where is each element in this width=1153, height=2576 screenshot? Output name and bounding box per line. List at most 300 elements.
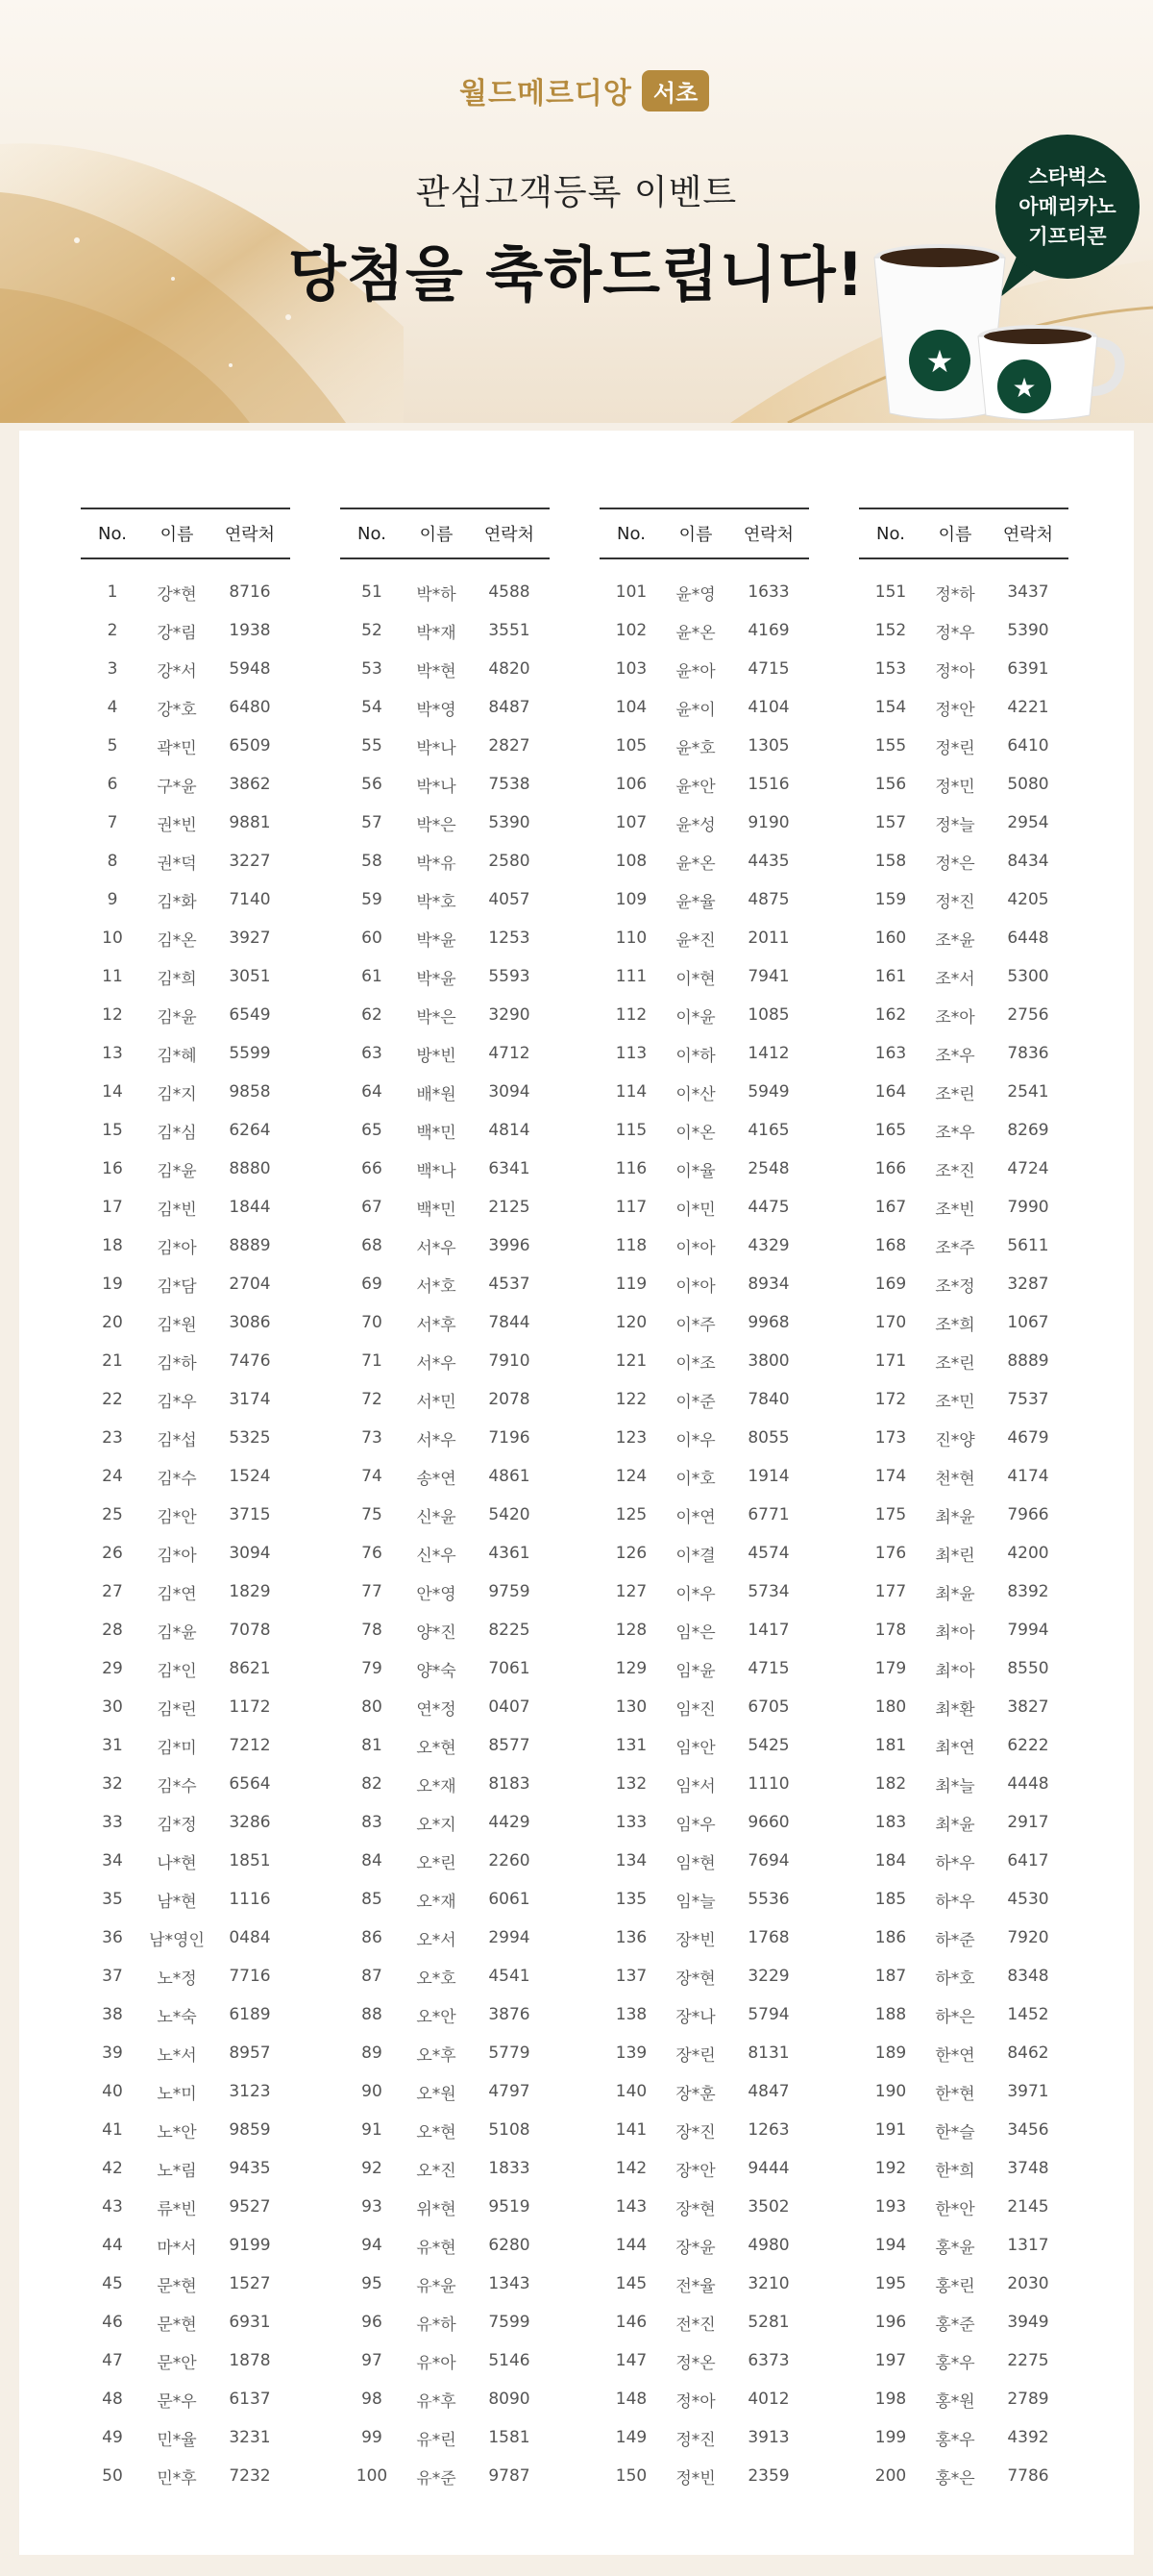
winner-no: 59 <box>361 890 382 909</box>
winner-phone: 7941 <box>748 967 790 986</box>
winner-phone: 8487 <box>488 698 530 717</box>
table-row <box>81 1073 290 1111</box>
winner-phone: 4174 <box>1007 1467 1049 1486</box>
winner-no: 63 <box>361 1044 382 1063</box>
winner-no: 39 <box>102 2043 123 2063</box>
table-row <box>859 2034 1068 2072</box>
winner-name: 박*은 <box>416 1007 456 1028</box>
table-row <box>859 957 1068 996</box>
winner-name: 장*안 <box>675 2161 716 2181</box>
winner-phone: 3290 <box>488 1005 530 1025</box>
winner-phone: 8434 <box>1007 852 1049 871</box>
winner-no: 32 <box>102 1774 123 1794</box>
table-row <box>600 1957 809 1995</box>
winner-name: 하*호 <box>935 1969 975 1989</box>
winner-no: 99 <box>361 2428 382 2447</box>
winner-rows <box>859 573 1068 2495</box>
winner-name: 김*빈 <box>157 1200 197 1220</box>
table-row <box>81 1150 290 1188</box>
table-row <box>340 1419 550 1457</box>
winner-phone: 3827 <box>1007 1697 1049 1717</box>
table-row <box>340 1303 550 1342</box>
winner-phone: 7786 <box>1007 2466 1049 2486</box>
winner-phone: 2917 <box>1007 1813 1049 1832</box>
table-row <box>81 1919 290 1957</box>
winner-phone: 8889 <box>229 1236 271 1255</box>
table-row <box>600 2034 809 2072</box>
winner-no: 127 <box>615 1582 648 1601</box>
table-row <box>81 2111 290 2149</box>
winner-phone: 2260 <box>488 1851 530 1870</box>
table-row <box>340 842 550 880</box>
winner-phone: 1317 <box>1007 2236 1049 2255</box>
table-row <box>859 1919 1068 1957</box>
winner-name: 전*율 <box>675 2276 716 2296</box>
winner-phone: 3287 <box>1007 1275 1049 1294</box>
winner-no: 21 <box>102 1351 123 1371</box>
table-row <box>81 1880 290 1919</box>
winner-no: 84 <box>361 1851 382 1870</box>
winner-phone: 1878 <box>229 2351 271 2370</box>
winner-phone: 5390 <box>488 813 530 832</box>
winner-name: 문*현 <box>157 2315 197 2335</box>
winner-phone: 9435 <box>229 2159 271 2178</box>
table-row <box>600 1534 809 1573</box>
winner-phone: 4715 <box>748 1659 790 1678</box>
winner-no: 15 <box>102 1121 123 1140</box>
winner-phone: 2078 <box>488 1390 530 1409</box>
winner-phone: 6417 <box>1007 1851 1049 1870</box>
winner-name: 최*아 <box>935 1661 975 1681</box>
winner-phone: 3086 <box>229 1313 271 1332</box>
winner-phone: 9444 <box>748 2159 790 2178</box>
winner-name: 홍*우 <box>935 2353 975 2373</box>
winner-no: 192 <box>874 2159 907 2178</box>
winner-name: 이*율 <box>675 1161 716 1181</box>
winner-no: 110 <box>615 929 648 948</box>
table-row <box>600 1803 809 1842</box>
winner-name: 이*현 <box>675 969 716 989</box>
table-row <box>340 611 550 650</box>
table-row <box>81 1419 290 1457</box>
winner-name: 민*후 <box>157 2468 197 2489</box>
winner-no: 109 <box>615 890 648 909</box>
winner-name: 윤*이 <box>675 700 716 720</box>
winner-no: 17 <box>102 1198 123 1217</box>
table-row <box>81 880 290 919</box>
table-row <box>81 1496 290 1534</box>
winner-name: 조*아 <box>935 1007 975 1028</box>
winner-phone: 8716 <box>229 582 271 602</box>
winner-name: 김*윤 <box>157 1161 197 1181</box>
svg-text:★: ★ <box>925 343 954 380</box>
winner-no: 198 <box>874 2390 907 2409</box>
winner-phone: 8621 <box>229 1659 271 1678</box>
winner-name: 장*진 <box>675 2122 716 2143</box>
winner-name: 오*원 <box>416 2084 456 2104</box>
winner-name: 유*하 <box>416 2315 456 2335</box>
table-row <box>81 1611 290 1649</box>
table-row <box>81 1111 290 1150</box>
winner-no: 124 <box>615 1467 648 1486</box>
winner-no: 40 <box>102 2082 123 2101</box>
table-row <box>600 765 809 804</box>
winner-phone: 7078 <box>229 1621 271 1640</box>
winner-name: 윤*성 <box>675 815 716 835</box>
winner-phone: 9527 <box>229 2197 271 2217</box>
winner-no: 41 <box>102 2120 123 2140</box>
winner-name: 연*정 <box>416 1699 456 1720</box>
table-row <box>600 2226 809 2265</box>
winner-name: 이*결 <box>675 1546 716 1566</box>
winner-phone: 4588 <box>488 582 530 602</box>
winner-name: 윤*영 <box>675 584 716 605</box>
winner-no: 2 <box>107 621 118 640</box>
winner-no: 171 <box>874 1351 907 1371</box>
winner-no: 90 <box>361 2082 382 2101</box>
winner-no: 194 <box>874 2236 907 2255</box>
winner-phone: 3094 <box>229 1544 271 1563</box>
table-row <box>859 1534 1068 1573</box>
table-row <box>340 1919 550 1957</box>
table-row <box>340 2034 550 2072</box>
table-row <box>340 1034 550 1073</box>
winner-no: 118 <box>615 1236 648 1255</box>
table-row <box>859 727 1068 765</box>
winner-phone: 7140 <box>229 890 271 909</box>
winner-name: 방*빈 <box>416 1046 456 1066</box>
winner-name: 박*호 <box>416 892 456 912</box>
winner-no: 76 <box>361 1544 382 1563</box>
winner-name: 김*미 <box>157 1738 197 1758</box>
table-row <box>81 1995 290 2034</box>
winner-phone: 7844 <box>488 1313 530 1332</box>
winner-phone: 3715 <box>229 1505 271 1524</box>
winner-no: 31 <box>102 1736 123 1755</box>
winner-list-card <box>19 431 1134 2555</box>
winner-no: 155 <box>874 736 907 755</box>
winner-name: 김*윤 <box>157 1622 197 1643</box>
winner-phone: 6222 <box>1007 1736 1049 1755</box>
winner-name: 정*안 <box>935 700 975 720</box>
table-row <box>81 688 290 727</box>
winner-no: 154 <box>874 698 907 717</box>
winner-name: 서*후 <box>416 1315 456 1335</box>
winner-name: 홍*린 <box>935 2276 975 2296</box>
winner-name: 최*아 <box>935 1622 975 1643</box>
winner-phone: 4980 <box>748 2236 790 2255</box>
winner-no: 3 <box>107 659 118 679</box>
winner-phone: 9199 <box>229 2236 271 2255</box>
table-row <box>859 2341 1068 2380</box>
winner-phone: 5611 <box>1007 1236 1049 1255</box>
table-row <box>81 1688 290 1726</box>
table-row <box>859 2149 1068 2188</box>
table-row <box>859 650 1068 688</box>
winner-phone: 4429 <box>488 1813 530 1832</box>
table-row <box>859 2265 1068 2303</box>
winner-phone: 8462 <box>1007 2043 1049 2063</box>
winner-rows <box>600 573 809 2495</box>
table-row <box>81 2226 290 2265</box>
winner-name: 유*린 <box>416 2430 456 2450</box>
winner-name: 장*훈 <box>675 2084 716 2104</box>
table-row <box>81 2418 290 2457</box>
table-row <box>81 1034 290 1073</box>
table-row <box>600 2149 809 2188</box>
winner-phone: 7716 <box>229 1967 271 1986</box>
winner-name: 노*림 <box>157 2161 197 2181</box>
winner-no: 46 <box>102 2313 123 2332</box>
winner-name: 조*서 <box>935 969 975 989</box>
winner-name: 문*현 <box>157 2276 197 2296</box>
winner-no: 88 <box>361 2005 382 2024</box>
table-row <box>340 2303 550 2341</box>
table-row <box>600 727 809 765</box>
winner-name: 정*온 <box>675 2353 716 2373</box>
table-row <box>81 842 290 880</box>
winner-phone: 2011 <box>748 929 790 948</box>
table-row <box>600 1303 809 1342</box>
winner-no: 62 <box>361 1005 382 1025</box>
table-row <box>600 880 809 919</box>
winner-phone: 3502 <box>748 2197 790 2217</box>
header-name: 이름 <box>159 525 194 545</box>
table-row <box>600 842 809 880</box>
winner-phone: 8090 <box>488 2390 530 2409</box>
winner-no: 27 <box>102 1582 123 1601</box>
winner-name: 이*우 <box>675 1584 716 1604</box>
winner-no: 162 <box>874 1005 907 1025</box>
winner-name: 조*진 <box>935 1161 975 1181</box>
winner-no: 11 <box>102 967 123 986</box>
winner-no: 87 <box>361 1967 382 1986</box>
winner-no: 168 <box>874 1236 907 1255</box>
winner-no: 137 <box>615 1967 648 1986</box>
winner-no: 64 <box>361 1082 382 1102</box>
winner-phone: 8183 <box>488 1774 530 1794</box>
table-row <box>340 2457 550 2495</box>
winner-no: 138 <box>615 2005 648 2024</box>
table-row <box>340 880 550 919</box>
winner-phone: 4329 <box>748 1236 790 1255</box>
winner-phone: 7836 <box>1007 1044 1049 1063</box>
brand-logo <box>459 69 709 111</box>
winner-phone: 6137 <box>229 2390 271 2409</box>
winner-phone: 4205 <box>1007 890 1049 909</box>
table-row <box>340 1726 550 1765</box>
winner-no: 151 <box>874 582 907 602</box>
winner-no: 133 <box>615 1813 648 1832</box>
winner-phone: 1914 <box>748 1467 790 1486</box>
logo-text: 월드메르디앙 <box>459 77 632 111</box>
winner-name: 구*윤 <box>157 777 197 797</box>
winner-phone: 1172 <box>229 1697 271 1717</box>
table-row <box>600 919 809 957</box>
winner-phone: 5779 <box>488 2043 530 2063</box>
winner-phone: 7061 <box>488 1659 530 1678</box>
table-row <box>81 1380 290 1419</box>
table-row <box>859 2072 1068 2111</box>
table-row <box>81 727 290 765</box>
winner-name: 홍*원 <box>935 2391 975 2412</box>
winner-name: 윤*율 <box>675 892 716 912</box>
winner-phone: 9190 <box>748 813 790 832</box>
winner-phone: 7994 <box>1007 1621 1049 1640</box>
winner-phone: 3876 <box>488 2005 530 2024</box>
winner-no: 38 <box>102 2005 123 2024</box>
winner-name: 김*정 <box>157 1815 197 1835</box>
winner-name: 강*현 <box>157 584 197 605</box>
winner-phone: 1524 <box>229 1467 271 1486</box>
winner-no: 78 <box>361 1621 382 1640</box>
winner-name: 이*온 <box>675 1123 716 1143</box>
winner-name: 장*현 <box>675 2199 716 2219</box>
winner-no: 117 <box>615 1198 648 1217</box>
winner-name: 정*빈 <box>675 2468 716 2489</box>
winner-phone: 8348 <box>1007 1967 1049 1986</box>
table-row <box>600 1265 809 1303</box>
winner-no: 131 <box>615 1736 648 1755</box>
winner-phone: 3229 <box>748 1967 790 1986</box>
winner-phone: 5390 <box>1007 621 1049 640</box>
winner-no: 147 <box>615 2351 648 2370</box>
table-row <box>340 1226 550 1265</box>
winner-name: 임*서 <box>675 1776 716 1796</box>
table-row <box>81 1649 290 1688</box>
winner-name: 유*준 <box>416 2468 456 2489</box>
winner-no: 122 <box>615 1390 648 1409</box>
winner-no: 16 <box>102 1159 123 1178</box>
winner-no: 66 <box>361 1159 382 1178</box>
winner-no: 26 <box>102 1544 123 1563</box>
table-row <box>859 1265 1068 1303</box>
table-row <box>340 2380 550 2418</box>
table-row <box>859 804 1068 842</box>
table-row <box>340 2111 550 2149</box>
winner-name: 오*현 <box>416 2122 456 2143</box>
winner-name: 김*희 <box>157 969 197 989</box>
winner-no: 6 <box>107 775 118 794</box>
table-row <box>600 573 809 611</box>
table-row <box>81 2457 290 2495</box>
winner-name: 한*연 <box>935 2045 975 2066</box>
table-row <box>600 1111 809 1150</box>
winner-no: 48 <box>102 2390 123 2409</box>
table-row <box>600 1073 809 1111</box>
winner-phone: 3051 <box>229 967 271 986</box>
winner-phone: 3748 <box>1007 2159 1049 2178</box>
winner-name: 오*재 <box>416 1776 456 1796</box>
winner-no: 163 <box>874 1044 907 1063</box>
winner-name: 최*윤 <box>935 1815 975 1835</box>
table-row <box>340 1765 550 1803</box>
logo-badge: 서초 <box>642 70 709 111</box>
table-row <box>600 1611 809 1649</box>
winner-phone: 5325 <box>229 1428 271 1448</box>
winner-phone: 1851 <box>229 1851 271 1870</box>
winner-no: 148 <box>615 2390 648 2409</box>
winner-phone: 1412 <box>748 1044 790 1063</box>
winner-no: 35 <box>102 1890 123 1909</box>
winner-phone: 2030 <box>1007 2274 1049 2293</box>
winner-name: 최*린 <box>935 1546 975 1566</box>
header-no: No. <box>876 523 905 544</box>
winner-name: 박*윤 <box>416 969 456 989</box>
winner-name: 노*서 <box>157 2045 197 2066</box>
table-row <box>859 1303 1068 1342</box>
winner-name: 김*지 <box>157 1084 197 1104</box>
winner-no: 135 <box>615 1890 648 1909</box>
winner-name: 이*아 <box>675 1238 716 1258</box>
winner-no: 71 <box>361 1351 382 1371</box>
winner-no: 189 <box>874 2043 907 2063</box>
winner-name: 이*민 <box>675 1200 716 1220</box>
winner-name: 김*수 <box>157 1469 197 1489</box>
winner-no: 156 <box>874 775 907 794</box>
winner-no: 166 <box>874 1159 907 1178</box>
winner-no: 196 <box>874 2313 907 2332</box>
coffee-cups-icon <box>865 240 1134 423</box>
winner-phone: 5949 <box>748 1082 790 1102</box>
winner-phone: 6549 <box>229 1005 271 1025</box>
winner-phone: 3094 <box>488 1082 530 1102</box>
winner-phone: 6264 <box>229 1121 271 1140</box>
winner-no: 105 <box>615 736 648 755</box>
table-row <box>81 1342 290 1380</box>
winner-no: 200 <box>874 2466 907 2486</box>
winner-no: 193 <box>874 2197 907 2217</box>
winner-no: 20 <box>102 1313 123 1332</box>
table-row <box>859 611 1068 650</box>
winner-no: 108 <box>615 852 648 871</box>
winner-no: 130 <box>615 1697 648 1717</box>
winner-name: 정*린 <box>935 738 975 758</box>
winner-no: 183 <box>874 1813 907 1832</box>
winner-name: 하*준 <box>935 1930 975 1950</box>
winner-no: 91 <box>361 2120 382 2140</box>
winner-phone: 3862 <box>229 775 271 794</box>
winner-name: 장*빈 <box>675 1930 716 1950</box>
table-row <box>600 2457 809 2495</box>
table-row <box>340 2072 550 2111</box>
winner-no: 187 <box>874 1967 907 1986</box>
winner-phone: 4361 <box>488 1544 530 1563</box>
winner-name: 백*나 <box>416 1161 456 1181</box>
winner-name: 박*현 <box>416 661 456 681</box>
winner-phone: 1116 <box>229 1890 271 1909</box>
table-row <box>859 2188 1068 2226</box>
winner-phone: 5281 <box>748 2313 790 2332</box>
winner-no: 52 <box>361 621 382 640</box>
winner-name: 이*준 <box>675 1392 716 1412</box>
table-row <box>859 1457 1068 1496</box>
winner-phone: 5425 <box>748 1736 790 1755</box>
winner-no: 72 <box>361 1390 382 1409</box>
winner-name: 박*나 <box>416 738 456 758</box>
winner-phone: 8577 <box>488 1736 530 1755</box>
table-row <box>81 2303 290 2341</box>
winner-name: 조*윤 <box>935 930 975 951</box>
table-row <box>340 1803 550 1842</box>
winner-no: 121 <box>615 1351 648 1371</box>
table-row <box>81 1188 290 1226</box>
winner-phone: 2756 <box>1007 1005 1049 1025</box>
table-row <box>600 1880 809 1919</box>
table-row <box>81 2341 290 2380</box>
winner-no: 61 <box>361 967 382 986</box>
winner-name: 윤*호 <box>675 738 716 758</box>
